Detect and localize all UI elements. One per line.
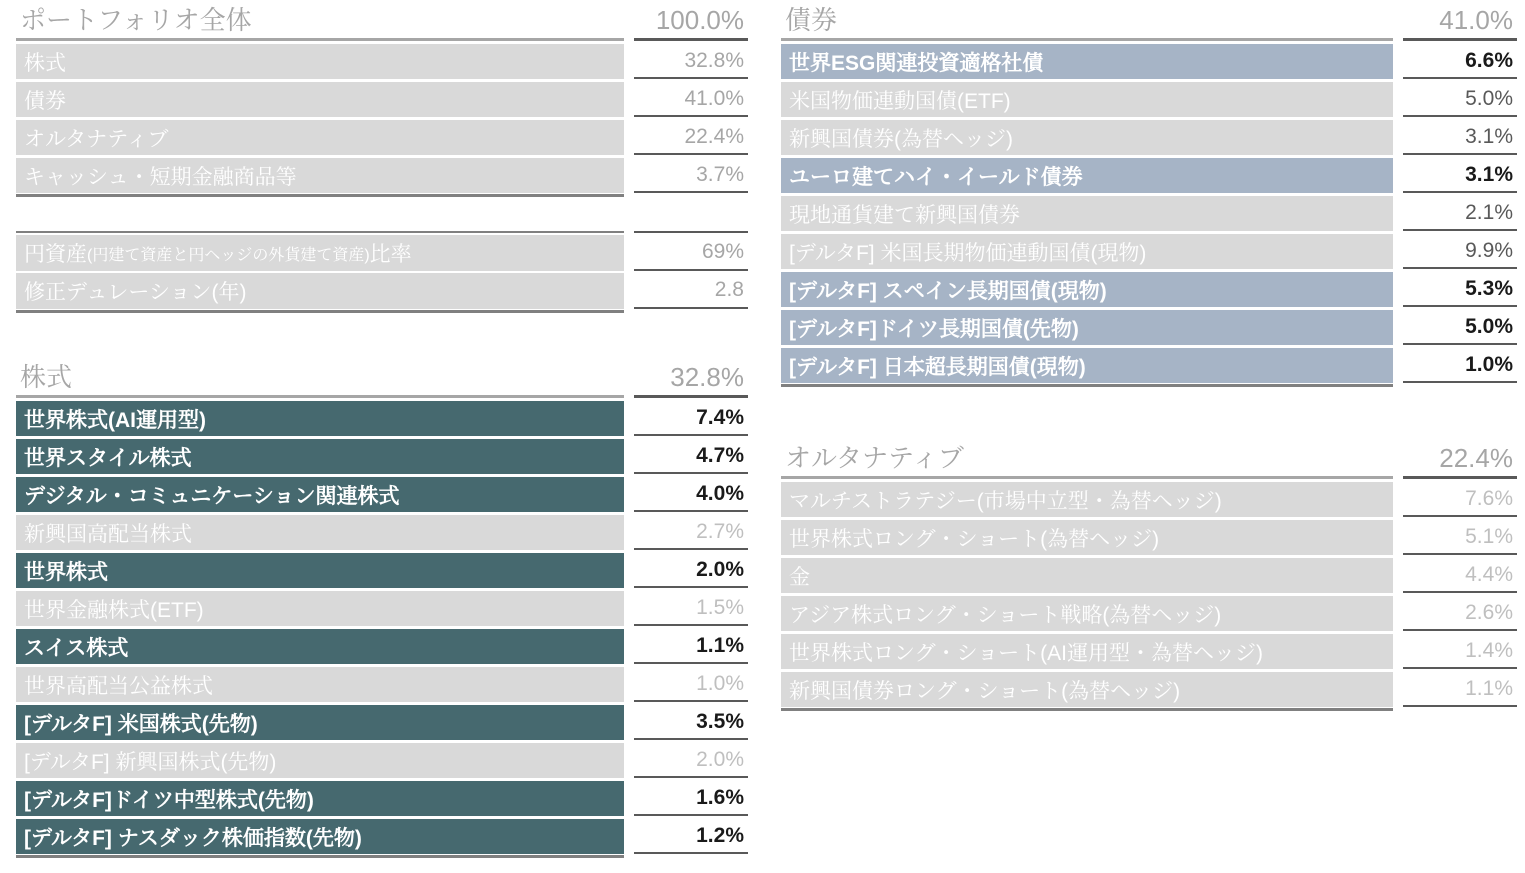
rule-value-segment bbox=[634, 310, 748, 313]
section-stocks bbox=[16, 360, 748, 858]
table-row bbox=[16, 819, 748, 854]
left-column bbox=[16, 3, 748, 858]
row-label: [デルタF] 米国株式(先物) bbox=[16, 705, 624, 740]
table-bottom-rule bbox=[16, 855, 748, 858]
row-label: 世界金融株式(ETF) bbox=[16, 591, 624, 626]
table-row bbox=[16, 667, 748, 702]
row-label: 新興国高配当株式 bbox=[16, 515, 624, 550]
row-label: 世界高配当公益株式 bbox=[16, 667, 624, 702]
row-value: 9.9% bbox=[1403, 234, 1517, 269]
rule-label-segment bbox=[16, 310, 624, 313]
rule-value-segment bbox=[634, 231, 748, 233]
row-value: 2.6% bbox=[1403, 596, 1517, 631]
table-bottom-rule bbox=[16, 310, 748, 313]
row-value: 2.7% bbox=[634, 515, 748, 550]
table-bottom-rule bbox=[16, 194, 748, 197]
row-value: 2.8 bbox=[634, 273, 748, 309]
row-label: アジア株式ロング・ショート戦略(為替ヘッジ) bbox=[781, 596, 1393, 631]
rule-value-segment bbox=[1403, 708, 1517, 711]
table-top-rule bbox=[16, 231, 748, 233]
section-total-value: 32.8% bbox=[634, 360, 748, 398]
row-value: 3.1% bbox=[1403, 120, 1517, 155]
section-title: 株式 bbox=[16, 360, 624, 398]
right-column bbox=[781, 3, 1517, 711]
row-value: 22.4% bbox=[634, 120, 748, 155]
table-row bbox=[781, 558, 1517, 593]
table-row bbox=[16, 439, 748, 474]
table-row bbox=[781, 672, 1517, 707]
section-header bbox=[16, 360, 748, 398]
row-label: キャッシュ・短期金融商品等 bbox=[16, 158, 624, 193]
row-value: 7.6% bbox=[1403, 482, 1517, 517]
row-label: マルチストラテジー(市場中立型・為替ヘッジ) bbox=[781, 482, 1393, 517]
rule-value-segment bbox=[634, 855, 748, 858]
row-value: 4.4% bbox=[1403, 558, 1517, 593]
row-value: 1.0% bbox=[1403, 348, 1517, 383]
section-bonds bbox=[781, 3, 1517, 387]
row-label: 世界スタイル株式 bbox=[16, 439, 624, 474]
section-title: 債券 bbox=[781, 3, 1393, 41]
table-row bbox=[16, 477, 748, 512]
row-label bbox=[16, 273, 624, 309]
section-total-value: 100.0% bbox=[634, 3, 748, 41]
table-row bbox=[16, 235, 748, 271]
row-value: 1.6% bbox=[634, 781, 748, 816]
row-value: 3.7% bbox=[634, 158, 748, 193]
table-row bbox=[781, 596, 1517, 631]
row-label bbox=[16, 235, 624, 271]
row-label: 金 bbox=[781, 558, 1393, 593]
rule-value-segment bbox=[634, 194, 748, 197]
row-label: 世界株式 bbox=[16, 553, 624, 588]
table-row bbox=[781, 120, 1517, 155]
row-value: 5.3% bbox=[1403, 272, 1517, 307]
table-row bbox=[781, 44, 1517, 79]
table-row bbox=[781, 234, 1517, 269]
table-row bbox=[16, 158, 748, 193]
row-label: 世界株式(AI運用型) bbox=[16, 401, 624, 436]
table-row bbox=[781, 520, 1517, 555]
table-bottom-rule bbox=[781, 708, 1517, 711]
row-value: 5.1% bbox=[1403, 520, 1517, 555]
row-value: 32.8% bbox=[634, 44, 748, 79]
table-body bbox=[16, 401, 748, 854]
table-row bbox=[16, 82, 748, 117]
table-body bbox=[16, 44, 748, 193]
table-row bbox=[781, 82, 1517, 117]
table-row bbox=[781, 348, 1517, 383]
section-total-value: 22.4% bbox=[1403, 441, 1517, 479]
row-label: 債券 bbox=[16, 82, 624, 117]
table-row bbox=[16, 781, 748, 816]
row-label: [デルタF] ナスダック株価指数(先物) bbox=[16, 819, 624, 854]
row-label: 世界株式ロング・ショート(為替ヘッジ) bbox=[781, 520, 1393, 555]
table-row bbox=[16, 705, 748, 740]
row-label: [デルタF] スペイン長期国債(現物) bbox=[781, 272, 1393, 307]
row-label-part: (円建て資産と円ヘッジの外貨建て資産) bbox=[87, 246, 370, 264]
row-label-part: 比率 bbox=[369, 243, 412, 266]
row-value: 69% bbox=[634, 235, 748, 271]
row-value: 3.5% bbox=[634, 705, 748, 740]
table-row bbox=[16, 44, 748, 79]
table-body bbox=[16, 235, 748, 309]
row-value: 3.1% bbox=[1403, 158, 1517, 193]
row-value: 4.7% bbox=[634, 439, 748, 474]
row-value: 1.1% bbox=[634, 629, 748, 664]
row-label: 世界ESG関連投資適格社債 bbox=[781, 44, 1393, 79]
table-row bbox=[16, 553, 748, 588]
row-value: 5.0% bbox=[1403, 310, 1517, 345]
table-row bbox=[781, 196, 1517, 231]
table-row bbox=[781, 272, 1517, 307]
row-label: スイス株式 bbox=[16, 629, 624, 664]
row-value: 1.2% bbox=[634, 819, 748, 854]
table-row bbox=[781, 310, 1517, 345]
row-value: 1.1% bbox=[1403, 672, 1517, 707]
table-bottom-rule bbox=[781, 384, 1517, 387]
row-value: 2.0% bbox=[634, 743, 748, 778]
row-label: ユーロ建てハイ・イールド債券 bbox=[781, 158, 1393, 193]
section-header bbox=[16, 3, 748, 41]
row-value: 41.0% bbox=[634, 82, 748, 117]
row-label: [デルタF]ドイツ中型株式(先物) bbox=[16, 781, 624, 816]
row-label-part: 円資産 bbox=[24, 243, 87, 266]
row-label: 新興国債券(為替ヘッジ) bbox=[781, 120, 1393, 155]
row-label: 米国物価連動国債(ETF) bbox=[781, 82, 1393, 117]
rule-label-segment bbox=[781, 708, 1393, 711]
table-row bbox=[16, 120, 748, 155]
table-row bbox=[781, 634, 1517, 669]
row-value: 1.5% bbox=[634, 591, 748, 626]
table-body bbox=[781, 44, 1517, 383]
rule-label-segment bbox=[16, 231, 624, 233]
row-label: [デルタF] 日本超長期国債(現物) bbox=[781, 348, 1393, 383]
row-value: 7.4% bbox=[634, 401, 748, 436]
row-label: オルタナティブ bbox=[16, 120, 624, 155]
row-label: [デルタF] 米国長期物価連動国債(現物) bbox=[781, 234, 1393, 269]
row-value: 1.4% bbox=[1403, 634, 1517, 669]
row-label: 世界株式ロング・ショート(AI運用型・為替ヘッジ) bbox=[781, 634, 1393, 669]
row-value: 2.1% bbox=[1403, 196, 1517, 231]
row-label: 現地通貨建て新興国債券 bbox=[781, 196, 1393, 231]
table-row bbox=[16, 743, 748, 778]
rule-value-segment bbox=[1403, 384, 1517, 387]
section-title: オルタナティブ bbox=[781, 441, 1393, 479]
table-row bbox=[781, 158, 1517, 193]
section-jpy-metrics bbox=[16, 231, 748, 313]
row-label: [デルタF] 新興国株式(先物) bbox=[16, 743, 624, 778]
row-value: 4.0% bbox=[634, 477, 748, 512]
section-total-value: 41.0% bbox=[1403, 3, 1517, 41]
rule-label-segment bbox=[781, 384, 1393, 387]
table-row bbox=[16, 515, 748, 550]
row-value: 6.6% bbox=[1403, 44, 1517, 79]
table-row bbox=[781, 482, 1517, 517]
table-row bbox=[16, 629, 748, 664]
row-label: 新興国債券ロング・ショート(為替ヘッジ) bbox=[781, 672, 1393, 707]
rule-label-segment bbox=[16, 855, 624, 858]
section-alternatives bbox=[781, 441, 1517, 711]
section-header bbox=[781, 441, 1517, 479]
row-label: [デルタF]ドイツ長期国債(先物) bbox=[781, 310, 1393, 345]
section-title: ポートフォリオ全体 bbox=[16, 3, 624, 41]
row-label-part: 修正デュレーション(年) bbox=[24, 281, 247, 304]
row-label: デジタル・コミュニケーション関連株式 bbox=[16, 477, 624, 512]
section-header bbox=[781, 3, 1517, 41]
row-value: 1.0% bbox=[634, 667, 748, 702]
table-row bbox=[16, 591, 748, 626]
section-portfolio-total bbox=[16, 3, 748, 197]
rule-label-segment bbox=[16, 194, 624, 197]
row-value: 2.0% bbox=[634, 553, 748, 588]
row-value: 5.0% bbox=[1403, 82, 1517, 117]
table-row bbox=[16, 401, 748, 436]
table-row bbox=[16, 273, 748, 309]
table-body bbox=[781, 482, 1517, 707]
row-label: 株式 bbox=[16, 44, 624, 79]
